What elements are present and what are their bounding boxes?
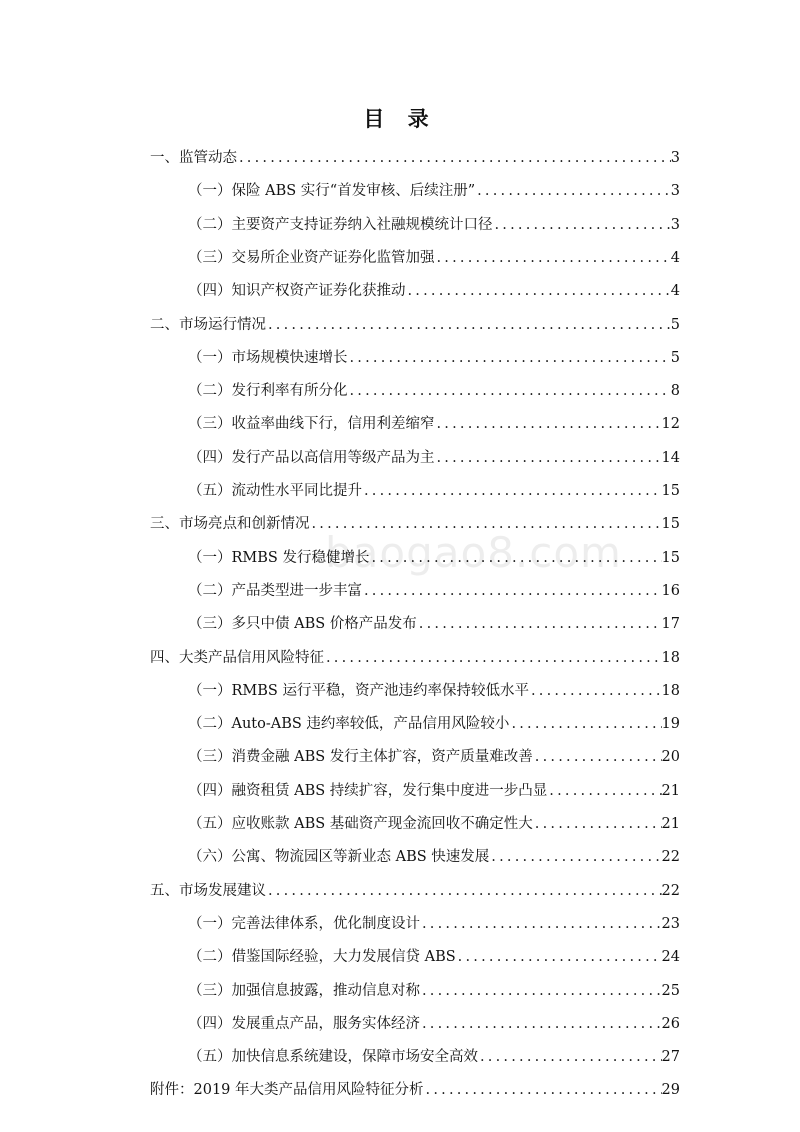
toc-page-number: 29 — [661, 1082, 680, 1099]
toc-entry-label: （二）产品类型进一步丰富 — [188, 582, 362, 599]
toc-page-number: 3 — [670, 216, 680, 233]
toc-page-number: 17 — [661, 616, 680, 633]
toc-leader-dots — [420, 1014, 662, 1034]
toc-subsection-entry[interactable] — [188, 947, 680, 967]
toc-entry-label: （一）市场规模快速增长 — [188, 349, 348, 366]
toc-subsection-entry[interactable] — [188, 381, 680, 401]
toc-leader-dots — [529, 681, 662, 701]
toc-entry-label: （三）消费金融 ABS 发行主体扩容，资产质量难改善 — [188, 749, 533, 766]
toc-entry-label: （六）公寓、物流园区等新业态 ABS 快速发展 — [188, 849, 490, 866]
toc-leader-dots — [369, 548, 661, 568]
toc-leader-dots — [475, 181, 671, 201]
toc-leader-dots — [420, 981, 662, 1001]
toc-entry-label: （四）融资租赁 ABS 持续扩容，发行集中度进一步凸显 — [188, 782, 548, 799]
toc-entry-label: （二）借鉴国际经验，大力发展信贷 ABS — [188, 949, 456, 966]
toc-page-number: 3 — [670, 150, 680, 166]
toc-leader-dots — [324, 648, 662, 668]
toc-entry-label: （五）加快信息系统建设，保障市场安全高效 — [188, 1049, 478, 1066]
toc-leader-dots — [310, 514, 662, 534]
toc-entry-label: 附件：2019 年大类产品信用风险特征分析 — [150, 1082, 424, 1099]
toc-subsection-entry[interactable] — [188, 1047, 680, 1067]
toc-leader-dots — [348, 348, 671, 368]
toc-leader-dots — [493, 215, 671, 235]
toc-page-number: 15 — [661, 516, 680, 533]
toc-leader-dots — [547, 781, 661, 801]
toc-page-number: 22 — [661, 882, 680, 899]
toc-page-number: 19 — [661, 716, 680, 733]
toc-page-number: 25 — [661, 982, 680, 999]
toc-page-number: 23 — [661, 915, 680, 932]
toc-leader-dots — [362, 581, 662, 601]
toc-leader-dots — [362, 481, 662, 501]
toc-page-number: 3 — [670, 183, 680, 200]
toc-subsection-entry[interactable] — [188, 414, 680, 434]
toc-entry-label: （三）加强信息披露，推动信息对称 — [188, 982, 420, 999]
toc-page-number: 18 — [661, 649, 680, 666]
toc-leader-dots — [489, 847, 661, 867]
toc-leader-dots — [424, 1080, 662, 1100]
toc-subsection-entry[interactable] — [188, 581, 680, 601]
toc-subsection-entry[interactable] — [188, 981, 680, 1001]
toc-entry-label: （一）RMBS 发行稳健增长 — [188, 549, 370, 566]
toc-entry-label: 四、大类产品信用风险特征 — [150, 649, 324, 666]
toc-leader-dots — [406, 281, 671, 301]
toc-subsection-entry[interactable] — [188, 681, 680, 701]
toc-entry-label: 五、市场发展建议 — [150, 882, 266, 899]
toc-leader-dots — [435, 248, 671, 268]
watermark: baogao8.com — [325, 528, 622, 577]
toc-section-entry[interactable] — [150, 148, 680, 168]
toc-section-entry[interactable] — [150, 1080, 680, 1100]
toc-leader-dots — [509, 714, 661, 734]
toc-entry-label: （四）知识产权资产证券化获推动 — [188, 283, 406, 300]
toc-page-number: 14 — [661, 449, 680, 466]
toc-subsection-entry[interactable] — [188, 614, 680, 634]
toc-subsection-entry[interactable] — [188, 781, 680, 801]
toc-leader-dots — [266, 315, 671, 335]
toc-entry-label: 三、市场亮点和创新情况 — [150, 516, 310, 533]
toc-leader-dots — [348, 381, 671, 401]
toc-entry-label: （五）应收账款 ABS 基础资产现金流回收不确定性大 — [188, 816, 533, 832]
toc-leader-dots — [237, 148, 671, 168]
toc-entry-label: （二）Auto-ABS 违约率较低，产品信用风险较小 — [188, 716, 510, 733]
toc-subsection-entry[interactable] — [188, 215, 680, 235]
toc-page-number: 8 — [670, 383, 680, 400]
toc-entry-label: （一）RMBS 运行平稳，资产池违约率保持较低水平 — [188, 682, 529, 699]
toc-page-number: 5 — [670, 316, 680, 333]
toc-subsection-entry[interactable] — [188, 714, 680, 734]
toc-leader-dots — [478, 1047, 662, 1067]
toc-page-number: 12 — [661, 416, 680, 433]
toc-subsection-entry[interactable] — [188, 248, 680, 268]
toc-leader-dots — [533, 814, 662, 834]
toc-section-entry[interactable] — [150, 881, 680, 901]
toc-leader-dots — [420, 914, 662, 934]
toc-subsection-entry[interactable] — [188, 281, 680, 301]
toc-page-number: 15 — [661, 549, 680, 566]
toc-subsection-entry[interactable] — [188, 847, 680, 867]
toc-subsection-entry[interactable] — [188, 181, 680, 201]
toc-page-number: 15 — [661, 483, 680, 499]
toc-subsection-entry[interactable] — [188, 1014, 680, 1034]
toc-subsection-entry[interactable] — [188, 448, 680, 468]
toc-entry-label: （一）保险 ABS 实行“首发审核、后续注册” — [188, 183, 476, 200]
toc-entry-label: （四）发展重点产品，服务实体经济 — [188, 1015, 420, 1032]
toc-entry-label: （四）发行产品以高信用等级产品为主 — [188, 449, 435, 466]
toc-page-number: 16 — [661, 582, 680, 599]
toc-page-number: 4 — [670, 283, 680, 300]
toc-section-entry[interactable] — [150, 648, 680, 668]
toc-page-number: 5 — [670, 349, 680, 366]
toc-leader-dots — [266, 881, 662, 901]
toc-leader-dots — [417, 614, 662, 634]
toc-page-number: 26 — [661, 1015, 680, 1032]
toc-page-number: 21 — [661, 816, 680, 832]
toc-page-number: 21 — [661, 782, 680, 799]
toc-page-number: 27 — [661, 1049, 680, 1066]
toc-entry-label: （二）发行利率有所分化 — [188, 383, 348, 400]
toc-leader-dots — [533, 747, 662, 767]
toc-page-number: 22 — [661, 849, 680, 866]
toc-subsection-entry[interactable] — [188, 481, 680, 501]
toc-leader-dots — [456, 947, 662, 967]
toc-entry-label: （一）完善法律体系，优化制度设计 — [188, 915, 420, 932]
toc-page-number: 20 — [661, 749, 680, 766]
toc-section-entry[interactable] — [150, 514, 680, 534]
toc-entry-label: （三）交易所企业资产证券化监管加强 — [188, 249, 435, 266]
toc-entry-label: 一、监管动态 — [150, 150, 237, 166]
toc-subsection-entry[interactable] — [188, 548, 680, 568]
toc-entry-label: （五）流动性水平同比提升 — [188, 483, 362, 499]
toc-section-entry[interactable] — [150, 315, 680, 335]
toc-entry-label: （三）收益率曲线下行，信用利差缩窄 — [188, 416, 435, 433]
toc-subsection-entry[interactable] — [188, 747, 680, 767]
toc-subsection-entry[interactable] — [188, 348, 680, 368]
toc-entry-label: 二、市场运行情况 — [150, 316, 266, 333]
toc-leader-dots — [435, 414, 662, 434]
toc-page-number: 4 — [670, 249, 680, 266]
toc-entry-label: （三）多只中债 ABS 价格产品发布 — [188, 616, 417, 633]
toc-page-number: 18 — [661, 682, 680, 699]
page-title: 目 录 — [363, 106, 437, 131]
toc-subsection-entry[interactable] — [188, 814, 680, 834]
toc-subsection-entry[interactable] — [188, 914, 680, 934]
toc-leader-dots — [435, 448, 662, 468]
toc-entry-label: （二）主要资产支持证券纳入社融规模统计口径 — [188, 216, 493, 233]
toc-page-number: 24 — [661, 949, 680, 966]
